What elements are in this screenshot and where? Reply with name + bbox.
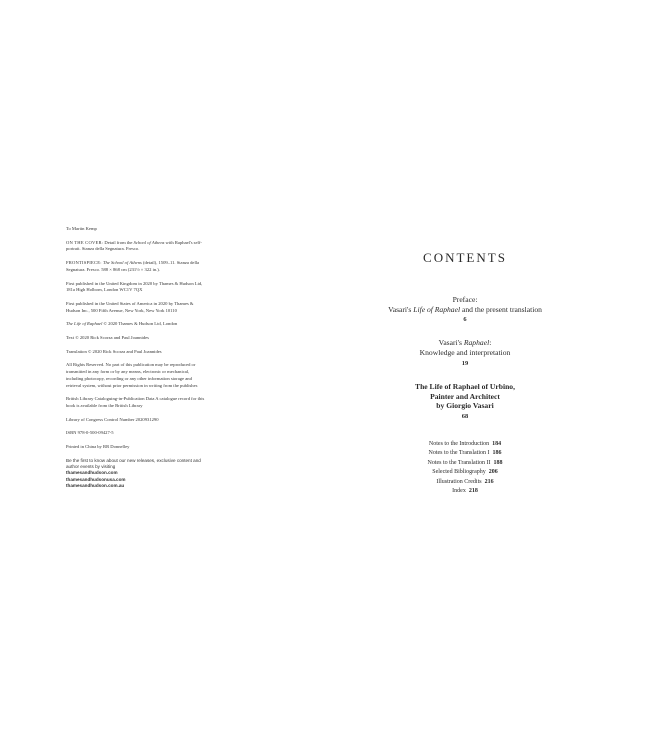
us-publication-note: First published in the United States of America in 2020 by Thames & Hudson Inc., 500 Fifth Avenue, New York, New York 10110	[66, 300, 194, 313]
website-link[interactable]: thamesandhudsonusa.com	[66, 476, 126, 482]
book-copyright: The Life of Raphael © 2020 Thames & Hudson Ltd, London	[66, 321, 178, 327]
text-copyright: Text © 2020 Rick Scorza and Paul Joannides	[66, 335, 149, 341]
page-number: 6	[463, 316, 467, 324]
promo-block	[66, 458, 206, 489]
contents-entry-life-of-raphael[interactable]: The Life of Raphael of Urbino, Painter and Architect by Giorgio Vasari 68	[350, 382, 580, 422]
back-matter-item[interactable]: Notes to the Translation I 186	[428, 450, 502, 457]
promo-text: Be the first to know about our new releases, exclusive content and author events by visiting	[66, 457, 201, 470]
contents-title: CONTENTS	[423, 250, 507, 265]
back-matter-item[interactable]: Selected Bibliography 206	[432, 469, 498, 476]
back-matter-list	[350, 440, 580, 497]
british-library-note: British Library Cataloguing-in-Publication Data A catalogue record for this book is available from the British Library	[66, 396, 205, 408]
website-link[interactable]: thamesandhudson.com	[66, 470, 118, 476]
contents-entry-preface[interactable]: Preface: Vasari's Life of Raphael and the present translation 6	[350, 295, 580, 325]
contents-page	[350, 250, 580, 497]
printer-note: Printed in China by RR Donnelley	[66, 444, 130, 450]
contents-entry-knowledge[interactable]: Vasari's Raphael: Knowledge and interpretation 19	[350, 338, 580, 368]
back-matter-item[interactable]: Notes to the Translation II 188	[427, 459, 503, 466]
loc-number: Library of Congress Control Number 2020931290	[66, 416, 159, 422]
dedication: To Martin Kemp	[66, 226, 97, 231]
uk-publication-note: First published in the United Kingdom in 2020 by Thames & Hudson Ltd, 181a High Holborn, London WC1V 7QX	[66, 280, 203, 293]
back-matter-item[interactable]: Notes to the Introduction 184	[428, 440, 502, 447]
page-number: 68	[461, 412, 469, 420]
isbn: ISBN 978-0-500-09427-5	[66, 430, 114, 436]
website-link[interactable]: thamesandhudson.com.au	[66, 482, 125, 488]
translation-copyright: Translation © 2020 Rick Scorza and Paul Joannides	[66, 348, 162, 354]
cover-caption: ON THE COVER: Detail from the School of Athens with Raphael's self-portrait. Stanza della Segnatura. Fresco.	[66, 239, 202, 252]
copyright-page	[66, 226, 206, 496]
frontispiece-caption: FRONTISPIECE: The School of Athens (detail), 1509–11. Stanza della Segnatura. Fresco. 588 × 868 cm (231½ × 322 in.).	[66, 260, 200, 272]
page-number: 19	[461, 359, 469, 367]
back-matter-item[interactable]: Illustration Credits 216	[436, 478, 494, 485]
back-matter-item[interactable]: Index 218	[452, 488, 478, 495]
rights-notice: All Rights Reserved. No part of this publication may be reproduced or transmitted in any form or by any means, electronic or mechanical, including photocopy, recording or any other information storage and retrieval system, without prior permission in writing from the publisher.	[66, 362, 199, 388]
